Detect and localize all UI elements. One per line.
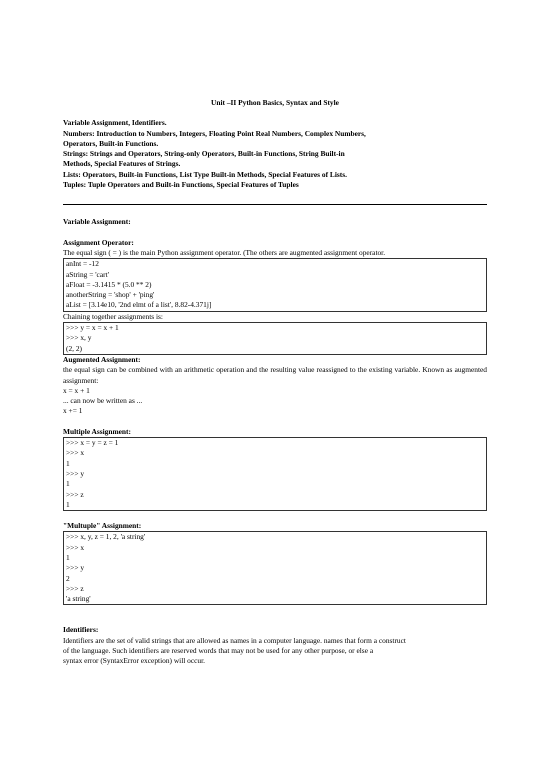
code-line: aFloat = -3.1415 * (5.0 ** 2) [66,279,152,289]
code-line: >>> x [66,448,85,458]
paragraph: Chaining together assignments is: [63,311,163,321]
code-line: >>> y [66,468,85,478]
code-line: anInt = -12 [66,259,99,269]
paragraph: the equal sign can be combined with an arithmetic operation and the resulting value reassigned to the existing variable. Known as augmented assignment: [63,365,487,385]
code-line: >>> y = x = x + 1 [66,323,119,333]
code-line: (2, 2) [66,343,83,353]
text-line: x = x + 1 [63,385,90,395]
subheading-multiple-assignment: Multiple Assignment: [63,426,131,436]
code-line: 2 [66,573,70,583]
code-line: >>> y [66,563,85,573]
horizontal-rule [63,204,487,205]
overview-line: Numbers: Introduction to Numbers, Integers, Floating Point Real Numbers, Complex Numbers, [63,128,366,138]
overview-line: Variable Assignment, Identifiers. [63,118,167,128]
text-line: ... can now be written as ... [63,396,143,406]
code-line: 1 [66,479,70,489]
overview-line: Tuples: Tuple Operators and Built-in Functions, Special Features of Tuples [63,180,299,190]
page-title: Unit –II Python Basics, Syntax and Style [211,98,339,107]
paragraph-line: Identifiers are the set of valid strings that are allowed as names in a computer language. names that form a construct [63,635,406,645]
code-box [63,531,487,605]
overview-line: Lists: Operators, Built-in Functions, List Type Built-in Methods, Special Features of Lists. [63,169,347,179]
paragraph: The equal sign ( = ) is the main Python assignment operator. (The others are augmented assignment operator. [63,247,386,257]
code-line: 1 [66,552,70,562]
section-heading-variable-assignment: Variable Assignment: [63,217,131,227]
code-line: >>> x, y, z = 1, 2, 'a string' [66,532,146,542]
code-line: >>> z [66,489,84,499]
code-line: >>> z [66,583,84,593]
overview-line: Strings: Strings and Operators, String-only Operators, Built-in Functions, String Built-in [63,149,345,159]
code-line: >>> x, y [66,333,92,343]
code-box [63,258,487,311]
code-line: aList = [3.14e10, '2nd elmt of a list', 8.82-4.371j] [66,300,212,310]
code-line: anotherString = 'shop' + 'ping' [66,290,155,300]
code-line: >>> x [66,542,85,552]
code-box [63,437,487,511]
code-line: 'a string' [66,594,91,604]
code-box [63,322,487,355]
code-line: >>> x = y = z = 1 [66,438,119,448]
paragraph-line: syntax error (SyntaxError exception) will occur. [63,656,206,666]
subheading-assignment-operator: Assignment Operator: [63,237,134,247]
page-content [63,98,487,667]
section-heading-identifiers: Identifiers: [63,625,99,635]
subheading-multuple-assignment: "Multuple" Assignment: [63,521,142,531]
text-line: x += 1 [63,406,83,416]
subheading-augmented-assignment: Augmented Assignment: [63,354,141,364]
code-line: aString = 'cart' [66,269,109,279]
code-line: 1 [66,499,70,509]
overview-line: Operators, Built-in Functions. [63,138,159,148]
overview-line: Methods, Special Features of Strings. [63,159,181,169]
code-line: 1 [66,458,70,468]
paragraph-line: of the language. Such identifiers are reserved words that may not be used for any other purpose, or else a [63,646,374,656]
